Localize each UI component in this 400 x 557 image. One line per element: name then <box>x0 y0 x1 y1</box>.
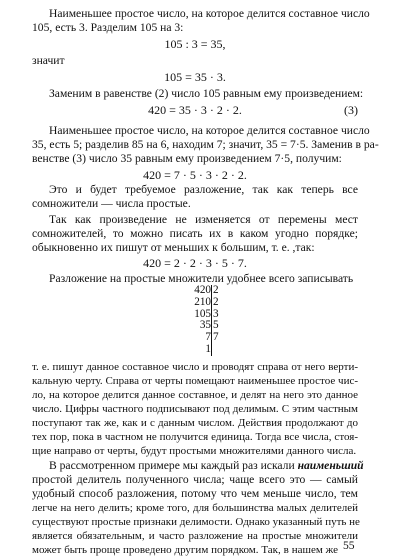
text-line: Так как произведение не изменяется от перемены мест <box>49 213 358 226</box>
text-line: значит <box>32 54 65 67</box>
divisor: 7 <box>213 331 219 344</box>
text-line: Разложение на простые множители удобнее всего записывать <box>49 272 354 285</box>
dividend: 1 <box>205 342 211 355</box>
text-line: легче на него делить; кроме того, для большинства малых делителей <box>32 502 358 514</box>
divisor: 2 <box>213 295 219 308</box>
text-line: т. е. пишут данное составное число и проводят справа от него верти- <box>32 361 358 373</box>
text-line: удобный способ разложения, потому что чем меньше число, тем <box>32 487 358 500</box>
formula: 420 = 35 · 3 · 2 · 2. <box>148 103 242 117</box>
dividend: 105 <box>194 307 211 320</box>
text-line: Заменим в равенстве (2) число 105 равным ему произведением: <box>49 87 364 100</box>
formula: 420 = 7 · 5 · 3 · 2 · 2. <box>143 168 247 182</box>
text-line: 105, есть 3. Разделим 105 на 3: <box>32 21 184 34</box>
dividend: 420 <box>194 284 211 296</box>
formula: 105 = 35 · 3. <box>164 70 226 84</box>
text-segment: В рассмотренном примере мы каждый раз искали <box>49 459 295 472</box>
formula-numbered <box>32 103 358 117</box>
text-line: Наименьшее простое число, на которое делится составное число <box>49 124 370 137</box>
text-line: обыкновенно их пишут от меньших к большим, т. е. ,так: <box>32 241 315 254</box>
text-line: сомножителей, то можно писать их в каком угодно порядке; <box>32 227 358 240</box>
text-line: простой делитель полученного числа; чаще всего это — самый <box>32 473 358 486</box>
text-line: Это и будет требуемое разложение, так как теперь все <box>49 183 358 196</box>
text-line: тех пор, пока в частном не получится единица. Тогда все числа, стоя- <box>32 431 358 443</box>
formula: 420 = 2 · 2 · 3 · 5 · 7. <box>143 256 247 270</box>
divisor: 2 <box>213 284 219 296</box>
text-line: 35, есть 5; разделив 85 на 6, находим 7; значит, 35 = 7·5. Заменив в ра- <box>32 138 379 151</box>
dividend: 210 <box>194 295 211 308</box>
text-line: ло, на которое делится данное составное, и делят на него это данное <box>32 389 358 401</box>
divisor: 5 <box>213 319 219 332</box>
factorization-table <box>190 285 230 356</box>
dividend: 7 <box>205 331 211 344</box>
emphasized-word: наименьший <box>297 459 364 472</box>
text-line: поступают так же, как и с данным числом. Действия продолжают до <box>32 417 358 429</box>
text-line: кальную черту. Справа от черты помещают наименьшее простое чис- <box>32 375 358 387</box>
divisor: 3 <box>213 307 219 320</box>
text-line: щие направо от черты, будут простыми множителями данного числа. <box>32 445 357 457</box>
dividend: 35 <box>199 319 211 332</box>
text-line-with-emphasis <box>32 459 364 473</box>
page-number: 55 <box>343 539 355 552</box>
formula: 105 : 3 = 35, <box>164 37 226 51</box>
text-line: Наименьшее простое число, на которое делится составное число <box>49 7 370 20</box>
text-line: существуют простые признаки делимости. Однако указанный путь не <box>32 516 360 528</box>
text-line: венстве (3) число 35 равным ему произведением 7·5, получим: <box>32 152 342 165</box>
text-line: является обязательным, и часто разложение на простые множители <box>32 530 358 542</box>
text-line: может быть проще проведено другим порядком. Так, в нашем же <box>32 544 338 556</box>
equation-number: (3) <box>344 103 358 117</box>
text-line: число. Цифры частного подписывают под делимым. С этим частным <box>32 403 358 415</box>
text-line: сомножители — числа простые. <box>32 197 191 210</box>
